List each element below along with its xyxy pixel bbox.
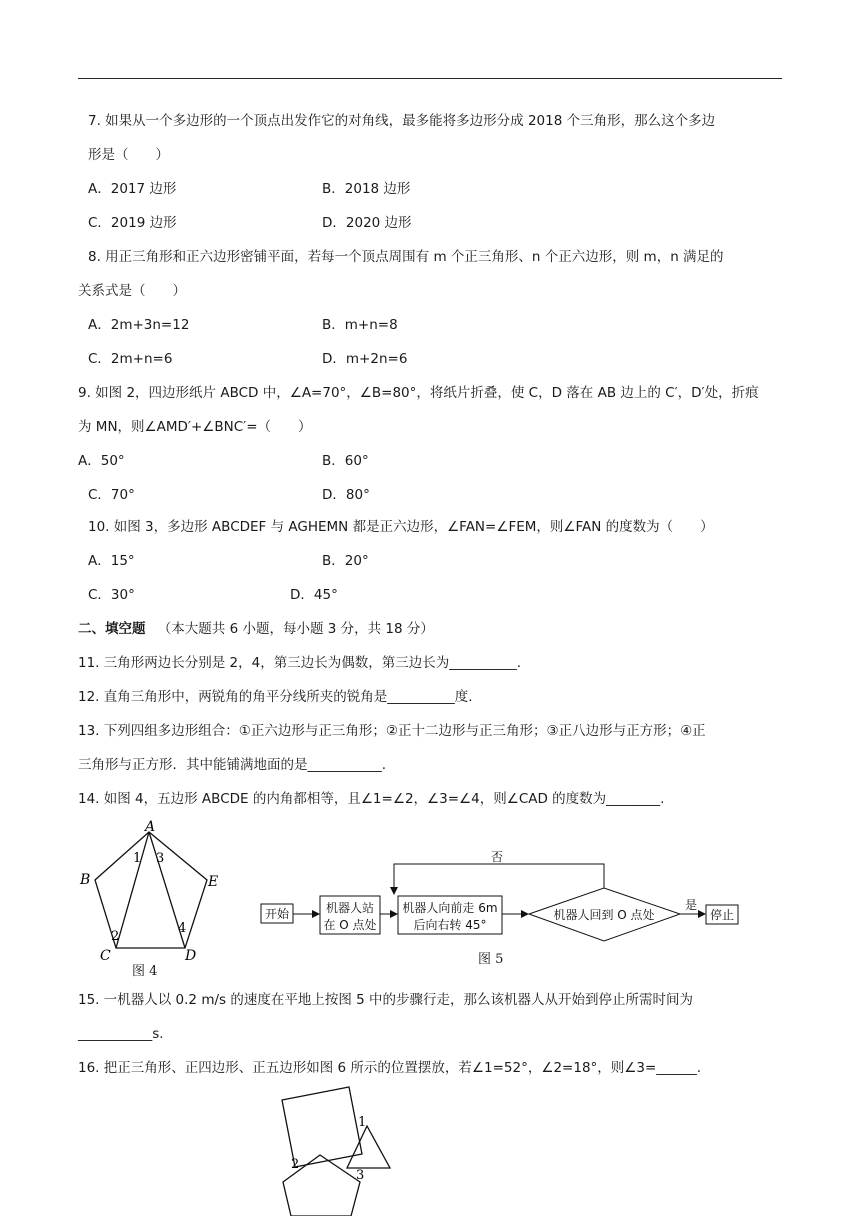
fig4-label-b: B [80,872,91,888]
fig4-angle-2: 2 [111,929,120,944]
figure-4-pentagon [70,820,230,980]
q9-stem-line2: 为 MN，则∠AMD′+∠BNC′=（ ） [78,419,312,435]
q13-stem-line1: 13. 下列四组多边形组合：①正六边形与正三角形；②正十二边形与正三角形；③正八边形与正方形；④正 [78,723,706,739]
figure-5-flowchart [255,850,755,960]
fig6-angle-2: 2 [291,1157,300,1172]
q8-stem-line2: 关系式是（ ） [78,283,186,299]
fig5-yes-label: 是 [685,898,698,912]
fig6-angle-1: 1 [358,1115,367,1130]
q13-stem-line2: 三角形与正方形．其中能铺满地面的是___________. [78,757,387,773]
fig4-label-d: D [185,948,197,964]
q7-option-a: A．2017 边形 [88,181,177,197]
fig6-angle-3: 3 [356,1168,365,1183]
fig5-diamond: 机器人回到 O 点处 [553,908,655,922]
q15-stem-line2: ___________s. [78,1026,164,1042]
q8-stem-line1: 8. 用正三角形和正六边形密铺平面，若每一个顶点周围有 m 个正三角形、n 个正六边形，则 m，n 满足的 [88,249,724,265]
q15-stem-line1: 15. 一机器人以 0.2 m/s 的速度在平地上按图 5 中的步骤行走，那么该机器人从开始到停止所需时间为 [78,992,694,1008]
fig4-caption: 图 4 [132,964,158,979]
q10-option-c: C．30° [88,587,135,603]
fig4-label-e: E [208,874,219,890]
q9-option-d: D．80° [322,487,370,503]
fig5-caption: 图 5 [478,952,504,967]
q9-option-b: B．60° [322,453,369,469]
fig5-box1-line1: 机器人站 [325,901,375,915]
fig5-start: 开始 [264,907,290,921]
q8-option-c: C．2m+n=6 [88,351,173,367]
q11-stem: 11. 三角形两边长分别是 2，4，第三边长为偶数，第三边长为__________. [78,655,522,671]
fig4-label-c: C [100,948,111,964]
section-heading [78,619,434,639]
q14-stem: 14. 如图 4，五边形 ABCDE 的内角都相等，且∠1=∠2，∠3=∠4，则∠CAD 的度数为________. [78,791,665,807]
q10-option-b: B．20° [322,553,369,569]
fig5-no-label: 否 [490,850,504,864]
q8-option-d: D．m+2n=6 [322,351,408,367]
fig4-angle-1: 1 [133,851,142,866]
fig4-label-a: A [145,820,156,835]
fig5-box1-line2: 在 O 点处 [323,918,377,932]
header-rule [78,78,782,79]
q10-option-a: A．15° [88,553,135,569]
fig5-box2-line2: 后向右转 45° [413,918,487,932]
q10-option-d: D．45° [290,587,338,603]
q9-option-c: C．70° [88,487,135,503]
q10-stem: 10. 如图 3，多边形 ABCDEF 与 AGHEMN 都是正六边形，∠FAN=∠FEM，则∠FAN 的度数为（ ） [88,519,714,535]
fig5-box2-line1: 机器人向前走 6m [402,901,498,915]
q7-stem-line1: 7. 如果从一个多边形的一个顶点出发作它的对角线，最多能将多边形分成 2018 个三角形，那么这个多边 [88,113,716,129]
q8-option-b: B．m+n=8 [322,317,398,333]
section-title: 二、填空题 [78,621,146,637]
q16-stem: 16. 把正三角形、正四边形、正五边形如图 6 所示的位置摆放，若∠1=52°，∠2=18°，则∠3=______. [78,1060,702,1076]
fig4-angle-3: 3 [156,851,165,866]
q7-stem-line2: 形是（ ） [88,147,169,163]
q7-option-d: D．2020 边形 [322,215,412,231]
q7-option-b: B．2018 边形 [322,181,411,197]
section-note: （本大题共 6 小题，每小题 3 分，共 18 分） [157,621,434,637]
q9-option-a: A．50° [78,453,125,469]
fig5-stop: 停止 [709,908,735,922]
q7-option-c: C．2019 边形 [88,215,177,231]
q8-option-a: A．2m+3n=12 [88,317,190,333]
q9-stem-line1: 9. 如图 2，四边形纸片 ABCD 中，∠A=70°，∠B=80°，将纸片折叠，使 C，D 落在 AB 边上的 C′，D′处，折痕 [78,385,759,401]
figure-6-polygons [265,1082,415,1216]
fig4-angle-4: 4 [178,921,187,936]
q12-stem: 12. 直角三角形中，两锐角的角平分线所夹的锐角是__________度. [78,689,473,705]
